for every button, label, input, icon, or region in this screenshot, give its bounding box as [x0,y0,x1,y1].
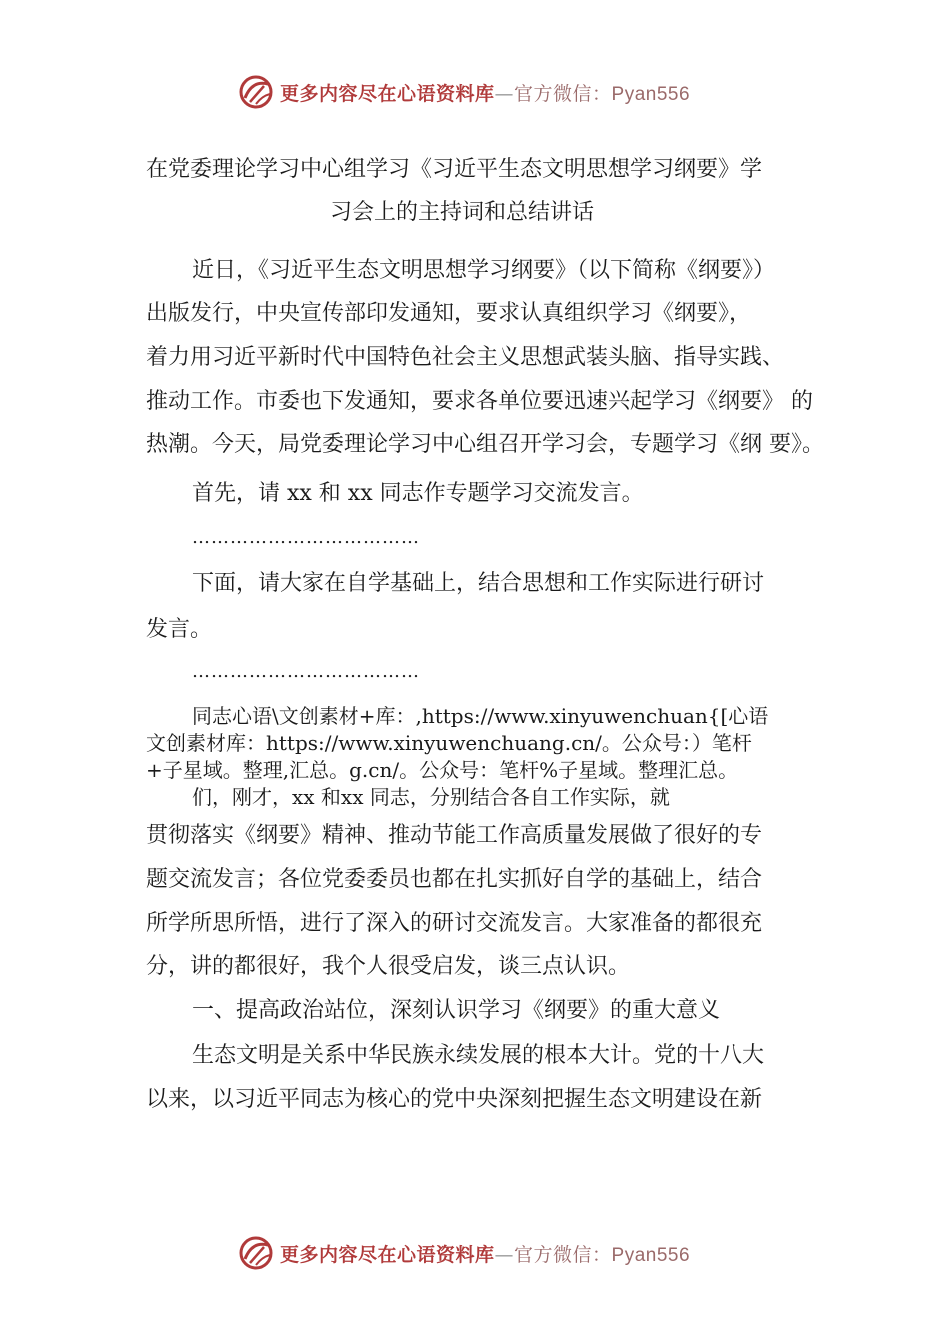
paragraph-line: 贯彻落实《纲要》精神、推动节能工作高质量发展做了很好的专 [146,823,763,848]
paragraph-line: 以来，以习近平同志为核心的党中央深刻把握生态文明建设在新 [146,1087,763,1112]
paragraph-line: 着力用习近平新时代中国特色社会主义思想武装头脑、指导实践、 [146,345,785,370]
ellipsis-separator: ……………………………… [192,527,420,548]
banner-main-text: 更多内容尽在心语资料库 [280,1243,495,1266]
header-banner [0,70,950,114]
banner-dash: — [494,82,515,105]
section-heading: 一、提高政治站位，深刻认识学习《纲要》的重大意义 [192,998,721,1023]
paragraph-line: 首先，请 xx 和 xx 同志作专题学习交流发言。 [192,481,644,506]
doc-title-line-1: 在党委理论学习中心组学习《习近平生态文明思想学习纲要》学 [146,157,763,182]
xinyu-logo-icon [238,1235,274,1271]
paragraph-line: 题交流发言；各位党委委员也都在扎实抓好自学的基础上，结合 [146,867,763,892]
banner-main-text: 更多内容尽在心语资料库 [280,82,495,105]
banner-dash: — [494,1243,515,1266]
banner-wechat-id: Pyan556 [611,83,691,105]
paragraph-line: 近日，《习近平生态文明思想学习纲要》（以下简称《纲要》） [192,258,776,283]
banner-text [280,1240,690,1267]
paragraph-line: 出版发行，中央宣传部印发通知，要求认真组织学习《纲要》， [146,301,752,326]
paragraph-line: 生态文明是关系中华民族永续发展的根本大计。党的十八大 [192,1043,765,1068]
ellipsis-separator: ……………………………… [192,661,420,682]
paragraph-line: 文创素材库：https://www.xinyuwenchuang.cn/。公众号：）笔杆 [146,731,752,755]
doc-title-line-2: 习会上的主持词和总结讲话 [330,200,595,225]
paragraph-line: 分，讲的都很好，我个人很受启发，谈三点认识。 [146,954,631,979]
paragraph-line: 们，刚才，xx 和xx 同志，分别结合各自工作实际，就 [192,785,670,809]
banner-text [280,79,690,106]
banner-wechat-id: Pyan556 [611,1244,691,1266]
paragraph-line: +子星域。整理,汇总。g.cn/。公众号：笔杆%子星域。整理汇总。 [146,758,739,782]
paragraph-line: 同志心语\文创素材+库：,https://www.xinyuwenchuan{[心语 [192,704,769,728]
paragraph-line: 下面，请大家在自学基础上，结合思想和工作实际进行研讨 [192,571,765,596]
paragraph-line: 热潮。今天，局党委理论学习中心组召开学习会，专题学习《纲 要》。 [146,432,824,457]
footer-banner [0,1231,950,1275]
banner-wechat-label: 官方微信： [514,1243,612,1266]
paragraph-line: 所学所思所悟，进行了深入的研讨交流发言。大家准备的都很充 [146,911,763,936]
paragraph-line: 推动工作。市委也下发通知，要求各单位要迅速兴起学习《纲要》 的 [146,389,813,414]
banner-wechat-label: 官方微信： [514,82,612,105]
xinyu-logo-icon [238,74,274,110]
paragraph-line: 发言。 [146,617,213,642]
